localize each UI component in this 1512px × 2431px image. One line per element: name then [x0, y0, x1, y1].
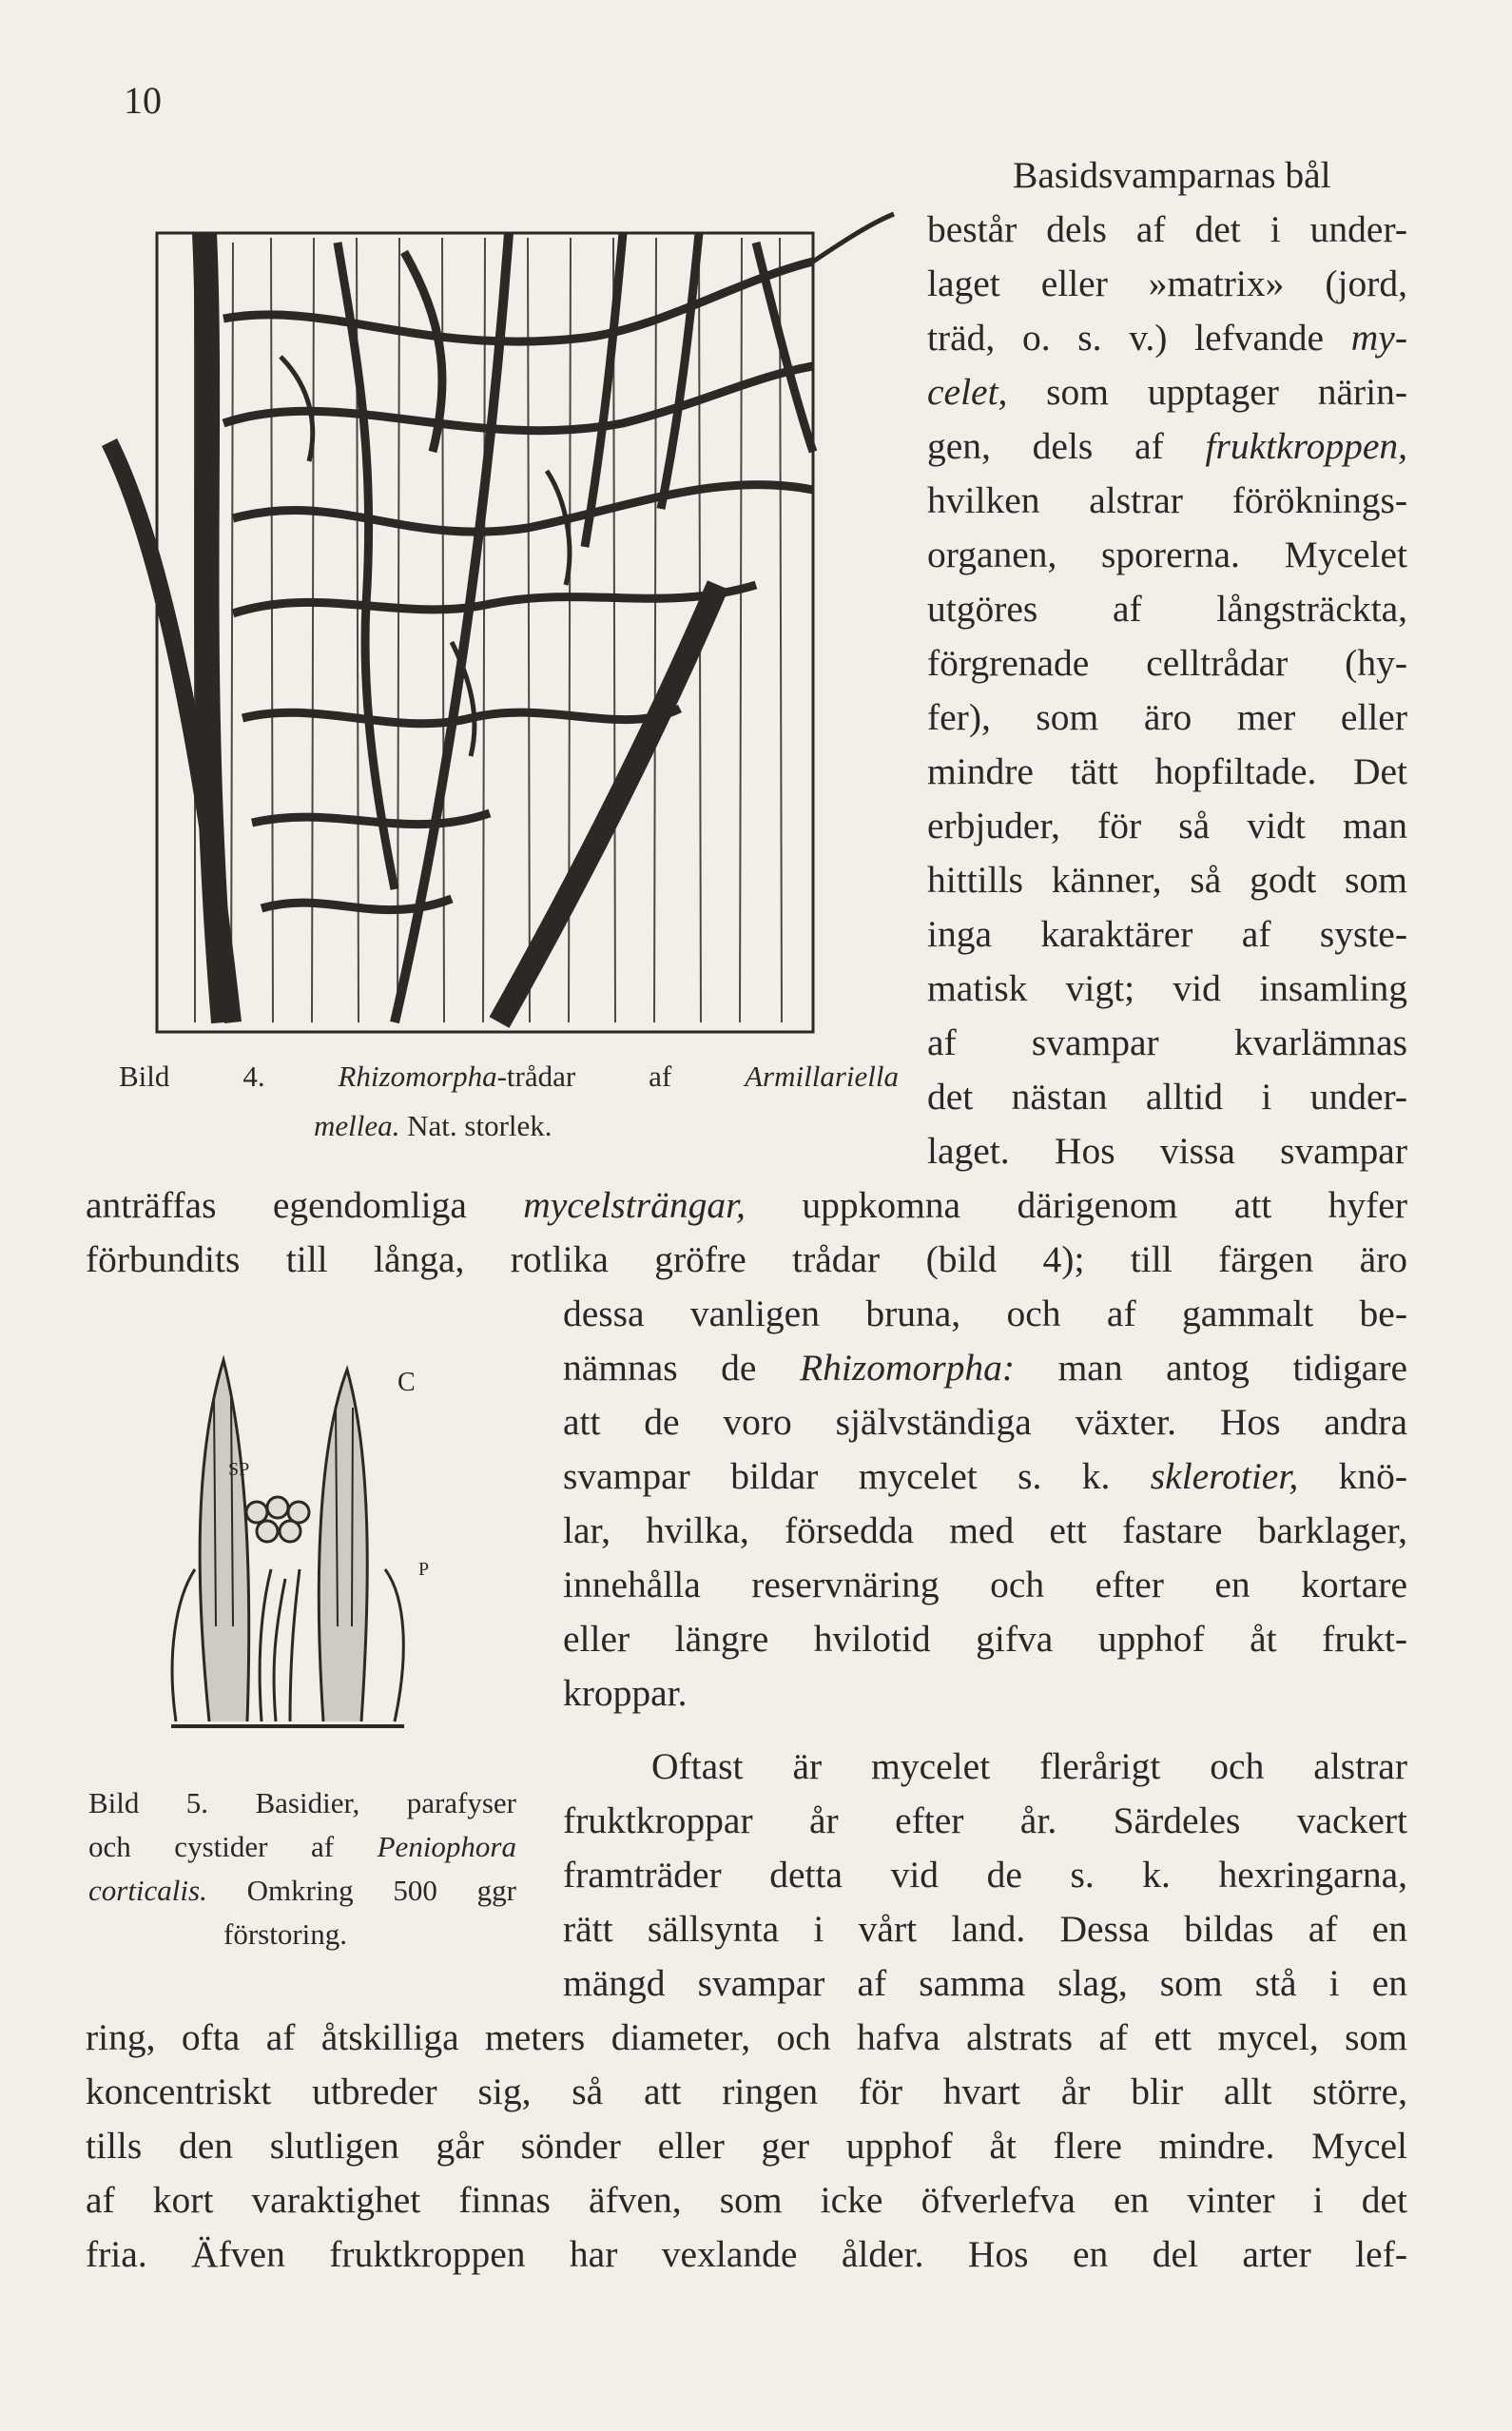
text-line [927, 317, 1407, 359]
figure-5-caption-line-2 [88, 1832, 516, 1861]
text-line [86, 1184, 1407, 1226]
caption-epithet: corticalis. [88, 1874, 207, 1907]
figure-5-caption-line-1: Bild 5. Basidier, parafyser [88, 1786, 516, 1819]
text-span: träd, o. s. v.) lefvande [927, 317, 1325, 359]
text-span: gen, dels af [927, 425, 1164, 467]
basidia-drawing [157, 1341, 442, 1741]
text-line: hvilken alstrar föröknings- [927, 479, 1407, 521]
text-line: fer), som äro mer eller [927, 696, 1407, 738]
text-line: består dels af det i under- [927, 208, 1407, 250]
caption-genus: Peniophora [377, 1830, 516, 1863]
text-italic: celet, [927, 371, 1008, 413]
text-italic: sklerotier, [1150, 1455, 1299, 1497]
text-line: Basidsvamparnas bål [1013, 154, 1331, 196]
text-line: erbjuder, för så vidt man [927, 805, 1407, 846]
text-line: af svampar kvarlämnas [927, 1021, 1407, 1063]
text-line: lar, hvilka, försedda med ett fastare barklager, [563, 1509, 1407, 1551]
text-line: inga karaktärer af syste- [927, 913, 1407, 955]
figure-5-label-c: C [397, 1368, 416, 1397]
text-line: mängd svampar af samma slag, som stå i en [563, 1962, 1407, 2004]
caption-genus: Rhizomorpha [338, 1060, 497, 1093]
text-italic: mycelsträngar, [523, 1184, 746, 1226]
figure-5-caption-line-4: förstoring. [223, 1917, 348, 1951]
caption-text: Omkring 500 ggr [246, 1874, 516, 1907]
caption-label: Bild 4. [119, 1060, 265, 1093]
text-line [563, 1455, 1408, 1497]
text-span: nämnas de [563, 1347, 757, 1389]
text-line: af kort varaktighet finnas äfven, som icke öfverlefva en vinter i det [86, 2179, 1407, 2221]
text-line: fruktkroppar år efter år. Särdeles vackert [563, 1799, 1407, 1841]
figure-5-label-sp: SP [228, 1459, 250, 1480]
text-line: hittills känner, så godt som [927, 859, 1407, 901]
text-line: tills den slutligen går sönder eller ger upphof åt flere mindre. Mycel [86, 2125, 1407, 2167]
text-span: anträffas egendomliga [86, 1184, 467, 1226]
text-line: rätt sällsynta i vårt land. Dessa bildas af en [563, 1908, 1407, 1950]
figure-4-caption-line-2 [314, 1111, 552, 1140]
text-line: dessa vanligen bruna, och af gammalt be- [563, 1293, 1407, 1334]
figure-5-caption-line-3 [88, 1876, 516, 1905]
text-line: innehålla reservnäring och efter en kortare [563, 1564, 1407, 1605]
text-line: att de voro självständiga växter. Hos andra [563, 1401, 1407, 1443]
text-line: laget. Hos vissa svampar [927, 1130, 1407, 1172]
caption-species-genus: Armillariella [745, 1060, 899, 1093]
text-span: uppkomna därigenom att hyfer [802, 1184, 1407, 1226]
figure-4-caption-line-1 [119, 1061, 899, 1091]
text-line: laget eller »matrix» (jord, [927, 263, 1407, 304]
text-span: knö- [1338, 1455, 1408, 1497]
text-italic: Rhizomorpha: [800, 1347, 1016, 1389]
caption-text: och cystider af [88, 1830, 335, 1863]
text-line: organen, sporerna. Mycelet [927, 534, 1407, 575]
text-line: fria. Äfven fruktkroppen har vexlande ålder. Hos en del arter lef- [86, 2233, 1407, 2275]
caption-scale: Nat. storlek. [407, 1109, 552, 1142]
figure-5-label-p: P [418, 1559, 430, 1580]
text-span: man antog tidigare [1057, 1347, 1408, 1389]
text-line: mindre tätt hopfiltade. Det [927, 750, 1407, 792]
text-line: koncentriskt utbreder sig, så att ringen för hvart år blir allt större, [86, 2071, 1407, 2112]
text-span: som upptager närin- [1046, 371, 1408, 413]
text-italic: my- [1350, 317, 1407, 359]
text-line [563, 1347, 1408, 1389]
text-italic: fruktkroppen, [1205, 425, 1407, 467]
page-number: 10 [124, 79, 162, 122]
text-line: Oftast är mycelet flerårigt och alstrar [651, 1745, 1407, 1787]
figure-4-illustration [90, 204, 899, 1041]
text-line: ring, ofta af åtskilliga meters diameter, och hafva alstrats af ett mycel, som [86, 2016, 1407, 2058]
text-line [927, 371, 1408, 413]
text-span: svampar bildar mycelet s. k. [563, 1455, 1111, 1497]
text-line: kroppar. [563, 1672, 688, 1714]
caption-text: -trådar af [496, 1060, 672, 1093]
text-line: förgrenade celltrådar (hy- [927, 642, 1407, 684]
text-line: det nästan alltid i under- [927, 1076, 1407, 1118]
text-line: eller längre hvilotid gifva upphof åt frukt- [563, 1618, 1407, 1660]
text-line [927, 425, 1407, 467]
text-line: förbundits till långa, rotlika gröfre trådar (bild 4); till färgen äro [86, 1238, 1407, 1280]
text-line: utgöres af långsträckta, [927, 588, 1407, 630]
rhizomorpha-drawing [90, 204, 899, 1041]
text-line: matisk vigt; vid insamling [927, 967, 1407, 1009]
text-line: framträder detta vid de s. k. hexringarna, [563, 1854, 1407, 1896]
caption-epithet: mellea. [314, 1109, 400, 1142]
figure-5-illustration [157, 1341, 442, 1741]
